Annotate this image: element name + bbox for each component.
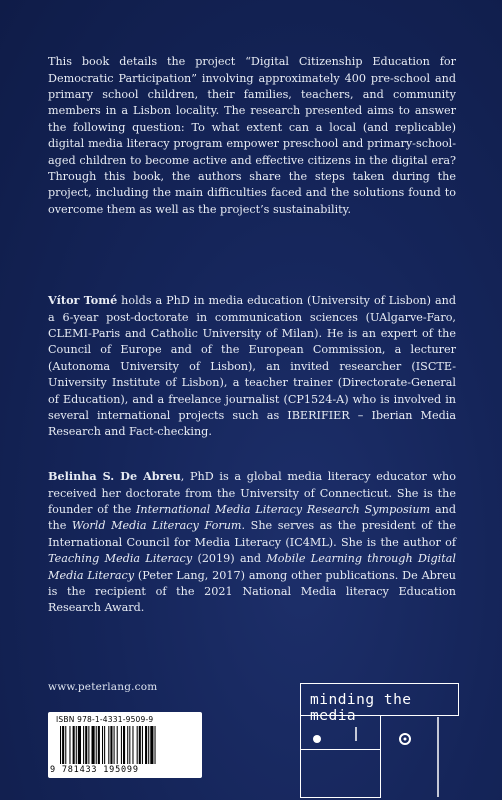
barcode-bar [65, 726, 66, 764]
barcode-bar [62, 726, 64, 764]
barcode-bar [96, 726, 97, 764]
barcode-bar [73, 726, 75, 764]
book-title: Mobile Learning through Digital Media Literacy [48, 552, 457, 582]
barcode-bar [102, 726, 103, 764]
barcode-bar [83, 726, 84, 764]
author-name: Belinha S. De Abreu [48, 469, 181, 484]
book-summary: This book details the project “Digital Citizenship Education for Democratic Participation” involving approximately 400 pre-school and primary school children, their families, teachers, and community members in a Lisbon locality. The research presented aims to answer the following question: To what extent can a local (and replicable) digital media literacy program empower preschool and primary-school-aged children to become active and effective citizens in the digital era? Through this book, the authors share the steps taken during the project, including the main difficulties faced and the solutions found to overcome them as well as the project’s sustainability. [48, 55, 456, 216]
barcode-bar [104, 726, 105, 764]
author-bio-text: and the [48, 503, 457, 533]
barcode-bar [108, 726, 109, 764]
barcode-bar [110, 726, 112, 764]
barcode-bar [85, 726, 87, 764]
barcode-bar [142, 726, 143, 764]
author-bio-text: holds a PhD in media education (University of Lisbon) and a 6-year post-doctorate in communication sciences (UAlgarve-Faro, CLEMI-Paris and Catholic University of Milan). He is an expert of the Council of Europe and of the European Commission, a lecturer (Autonoma University of Lisbon), an invited researcher (ISCTE-University Institute of Lisbon), a teacher trainer (Directorate-General of Education), and a freelance journalist (CP1524-A) who is involved in several international projects such as IBERIFIER – Iberian Media Research and Fact-checking. [48, 294, 456, 439]
isbn-number: ISBN 978-1-4331-9509-9 [56, 715, 154, 724]
barcode-bar [121, 726, 122, 764]
isbn-barcode [48, 712, 202, 778]
author-bio-text: (2019) and [192, 552, 267, 566]
barcode-bars [60, 726, 198, 764]
barcode-bar [132, 726, 133, 764]
barcode-bar [60, 726, 61, 764]
barcode-bar [88, 726, 89, 764]
author-bio-text: , PhD is a global media literacy educator who received her doctorate from the University of Connecticut. She is the founder of the [48, 470, 456, 516]
barcode-bar [92, 726, 95, 764]
author-bio-text: . She serves as the president of the International Council for Media Literacy (IC4ML). She is the author of [48, 519, 456, 549]
barcode-bar [98, 726, 100, 764]
barcode-bar [148, 726, 149, 764]
forum-title: World Media Literacy Forum [71, 519, 242, 533]
barcode-bar [78, 726, 81, 764]
author-name: Vítor Tomé [48, 293, 118, 308]
series-logo [300, 683, 460, 798]
author-bio-tome [48, 292, 456, 441]
barcode-bar [139, 726, 141, 764]
barcode-bar [76, 726, 77, 764]
barcode-bar [150, 726, 153, 764]
symposium-title: International Media Literacy Research Symposium [136, 503, 431, 516]
barcode-bar [123, 726, 125, 764]
author-bio-text: (Peter Lang, 2017) among other publications. De Abreu is the recipient of the 2021 National Media literacy Education Research Award. [48, 568, 456, 615]
barcode-bar [127, 726, 128, 764]
barcode-bar [129, 726, 130, 764]
barcode-bar [145, 726, 147, 764]
publisher-website[interactable]: www.peterlang.com [48, 681, 158, 693]
barcode-bar [69, 726, 70, 764]
book-title: Teaching Media Literacy [48, 552, 193, 566]
barcode-bar [117, 726, 118, 764]
barcode-digits: 9 781433 195099 [50, 765, 139, 775]
barcode-bar [137, 726, 138, 764]
series-title: minding the media [310, 692, 412, 724]
barcode-bar [155, 726, 156, 764]
author-bio-de-abreu [48, 468, 456, 617]
barcode-bar [114, 726, 115, 764]
